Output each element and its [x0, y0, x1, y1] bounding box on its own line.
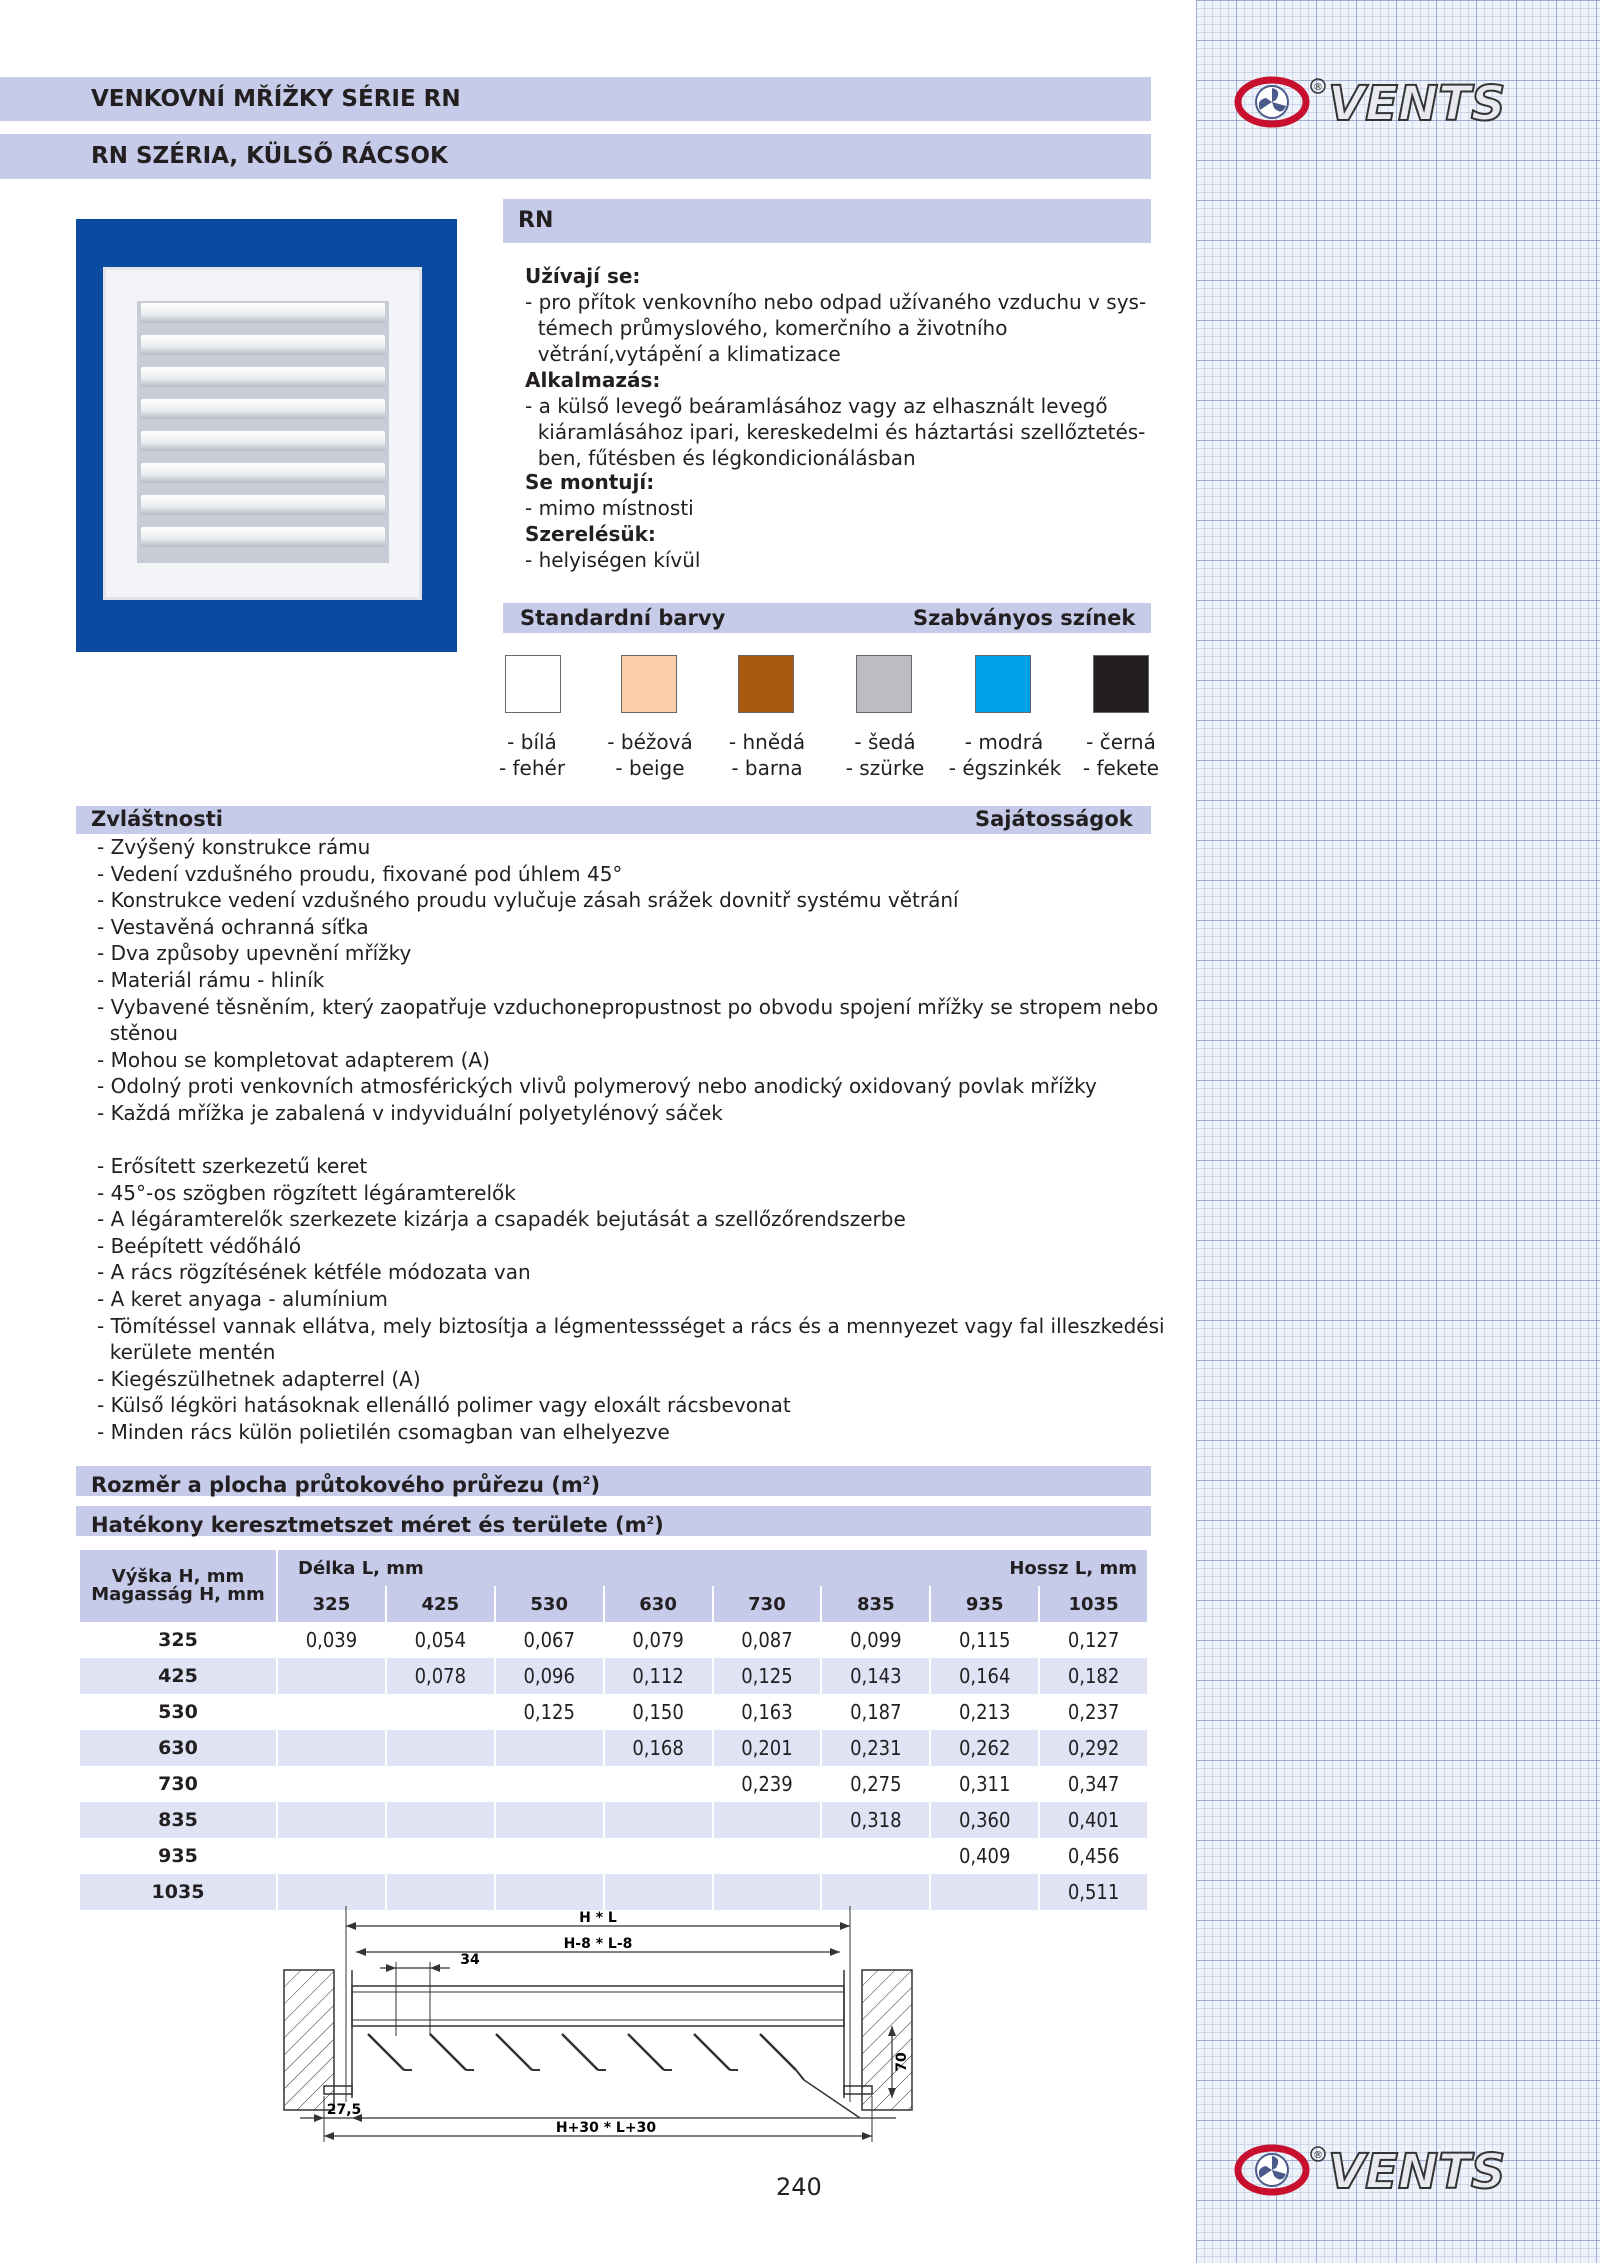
feature-cz: - Vedení vzdušného proudu, fixované pod úhlem 45° — [97, 862, 623, 886]
vents-logo-top — [1232, 72, 1562, 130]
table-cell: 0,311 — [958, 1772, 1011, 1796]
table-row — [80, 1766, 1147, 1802]
mount-text-cz: - mimo místnosti — [525, 496, 694, 520]
page-title-cz: VENKOVNÍ MŘÍŽKY SÉRIE RN — [91, 86, 461, 112]
table-header-row — [80, 1550, 1147, 1586]
table-cell — [387, 1730, 494, 1766]
table-cell — [822, 1838, 929, 1874]
row-height-label: 1035 — [80, 1874, 276, 1910]
feature-hu: - Tömítéssel vannak ellátva, mely biztosítja a légmentessséget a rács és a mennyezet vagy fal illeszkedési — [97, 1314, 1165, 1338]
color-black-cz: - černá — [1086, 730, 1156, 754]
uses-line-1: - pro přítok venkovního nebo odpad užívaného vzduchu v sys- — [525, 290, 1147, 314]
table-cell: 0,187 — [850, 1700, 902, 1724]
feature-cz: - Vestavěná ochranná síťka — [97, 915, 369, 939]
table-cell: 0,231 — [822, 1730, 929, 1766]
row-height-label: 325 — [158, 1629, 198, 1651]
table-cell — [496, 1766, 603, 1802]
features-title-cz: Zvláštnosti — [91, 807, 223, 831]
feature-hu: - A keret anyaga - alumínium — [97, 1287, 388, 1311]
feature-hu: - A légáramterelők szerkezete kizárja a csapadék bejutását a szellőzőrendszerbe — [97, 1207, 906, 1231]
uses-label-hu: Alkalmazás: — [525, 368, 661, 392]
table-cell — [387, 1874, 494, 1910]
table-cell: 0,078 — [387, 1658, 494, 1694]
table-cell — [931, 1874, 1038, 1910]
feature-cz: - Dva způsoby upevnění mřížky — [97, 941, 412, 965]
height-header-cell — [80, 1550, 276, 1622]
table-cell — [714, 1838, 821, 1874]
column-header: 1035 — [1040, 1586, 1147, 1622]
table-cell: 0,262 — [931, 1730, 1038, 1766]
table-row — [80, 1658, 1147, 1694]
table-row — [80, 1838, 1147, 1874]
table-cell: 0,150 — [632, 1700, 684, 1724]
feature-cz: - Vybavené těsněním, který zaopatřuje vzduchonepropustnost po obvodu spojení mřížky se stropem nebo — [97, 995, 1159, 1019]
table-cell: 0,168 — [605, 1730, 712, 1766]
table-cell — [278, 1802, 385, 1838]
column-header: 425 — [387, 1586, 494, 1622]
mount-text-hu: - helyiségen kívül — [525, 548, 701, 572]
feature-hu: - Külső légköri hatásoknak ellenálló polimer vagy eloxált rácsbevonat — [97, 1393, 791, 1417]
table-cell: 0,511 — [1040, 1874, 1147, 1910]
table-cell: 0,096 — [496, 1658, 603, 1694]
feature-hu: - Kiegészülhetnek adapterrel (A) — [97, 1367, 421, 1391]
table-cell — [387, 1694, 494, 1730]
table-title-hu: Hatékony keresztmetszet méret és területe $(m^2)$ — [91, 1513, 664, 1537]
table-cell — [278, 1838, 385, 1874]
uses-hu-line-1: - a külső levegő beáramlásához vagy az elhasznált levegő — [525, 394, 1108, 418]
column-header: 630 — [605, 1586, 712, 1622]
mount-label-hu: Szerelésük: — [525, 522, 656, 546]
table-row — [80, 1874, 1147, 1910]
feature-cz: - Mohou se kompletovat adapterem (A) — [97, 1048, 490, 1072]
table-cell: 0,360 — [931, 1802, 1038, 1838]
mount-label-cz: Se montují: — [525, 470, 655, 494]
table-cell: 0,456 — [1067, 1844, 1120, 1868]
feature-hu: - 45°-os szögben rögzített légáramterelők — [97, 1181, 516, 1205]
swatch-white — [505, 655, 561, 713]
table-cell: 0,054 — [414, 1628, 467, 1652]
row-height-label: 530 — [158, 1701, 198, 1723]
length-header-cell — [278, 1550, 1147, 1586]
table-cell: 0,125 — [523, 1700, 575, 1724]
table-cell: 0,213 — [958, 1700, 1011, 1724]
color-white-cz: - bílá — [507, 730, 557, 754]
dim-label-h30l30: H+30 * L+30 — [555, 2120, 657, 2136]
swatch-brown — [738, 655, 794, 713]
dim-label-hl: H * L — [579, 1910, 617, 1926]
column-header: 935 — [931, 1586, 1038, 1622]
table-cell — [278, 1874, 385, 1910]
feature-cz: - Zvýšený konstrukce rámu — [97, 835, 371, 859]
dim-label-275: 27,5 — [326, 2102, 362, 2118]
table-cell: 0,182 — [1040, 1658, 1147, 1694]
height-label-hu: Magasság H, mm — [91, 1584, 265, 1605]
uses-label-cz: Užívají se: — [525, 264, 641, 288]
table-cell — [822, 1874, 929, 1910]
row-height-label: 935 — [158, 1845, 198, 1867]
table-cell: 0,087 — [741, 1628, 793, 1652]
color-beige-cz: - béžová — [607, 730, 693, 754]
table-cell: 0,237 — [1067, 1700, 1120, 1724]
swatch-grey — [856, 655, 912, 713]
table-cell — [605, 1838, 712, 1874]
graph-paper-sidebar — [1196, 0, 1600, 2263]
table-cell: 0,112 — [605, 1658, 712, 1694]
column-header: 325 — [278, 1586, 385, 1622]
colors-title-hu: Szabványos színek — [913, 606, 1136, 630]
uses-line-3: větrání,vytápění a klimatizace — [525, 342, 841, 366]
table-cell: 0,163 — [741, 1700, 793, 1724]
column-header: 730 — [714, 1586, 821, 1622]
brand-wordmark: VENTS — [1328, 76, 1506, 130]
column-header: 835 — [822, 1586, 929, 1622]
table-cell — [714, 1802, 821, 1838]
uses-line-2: témech průmyslového, komerčního a životního — [525, 316, 1008, 340]
table-cell: 0,347 — [1067, 1772, 1120, 1796]
feature-cz: - Materiál rámu - hliník — [97, 968, 325, 992]
swatch-beige — [621, 655, 677, 713]
table-cell: 0,409 — [958, 1844, 1011, 1868]
feature-hu: - Erősített szerkezetű keret — [97, 1154, 368, 1178]
dimension-table — [78, 1550, 1149, 1910]
table-title-cz: Rozměr a plocha průtokového průřezu $(m^2)$ — [91, 1473, 601, 1497]
feature-cz: stěnou — [97, 1021, 178, 1045]
row-height-label: 730 — [158, 1773, 198, 1795]
color-white-hu: - fehér — [498, 756, 566, 780]
table-cell: 0,318 — [822, 1802, 929, 1838]
table-cell: 0,239 — [741, 1772, 793, 1796]
feature-cz: - Odolný proti venkovních atmosférických vlivů polymerový nebo anodický oxidovaný povlak mřížky — [97, 1074, 1097, 1098]
color-blue-hu: - égszinkék — [948, 756, 1062, 780]
table-cell: 0,127 — [1067, 1628, 1120, 1652]
table-cell — [278, 1766, 385, 1802]
height-label-cz: Výška H, mm — [111, 1566, 245, 1587]
uses-hu-line-3: ben, fűtésben és légkondicionálásban — [525, 446, 916, 470]
row-height-label: 425 — [80, 1658, 276, 1694]
color-black-hu: - fekete — [1082, 756, 1160, 780]
length-label-cz: Délka L, mm — [298, 1557, 424, 1579]
table-cell — [278, 1694, 385, 1730]
table-cell: 0,125 — [714, 1658, 821, 1694]
table-cell: 0,039 — [305, 1628, 358, 1652]
dimension-drawing — [280, 1906, 920, 2142]
color-grey-hu: - szürke — [845, 756, 925, 780]
color-brown-hu: - barna — [731, 756, 803, 780]
table-row — [80, 1622, 1147, 1658]
model-bar — [503, 199, 1151, 243]
table-cell — [387, 1838, 494, 1874]
color-grey-cz: - šedá — [854, 730, 916, 754]
length-label-hu: Hossz L, mm — [1009, 1557, 1137, 1579]
feature-hu: kerülete mentén — [97, 1340, 276, 1364]
table-cell — [496, 1802, 603, 1838]
table-cell: 0,164 — [931, 1658, 1038, 1694]
table-cell: 0,115 — [958, 1628, 1011, 1652]
color-brown-cz: - hnědá — [728, 730, 806, 754]
registered-mark: ® — [1313, 82, 1323, 93]
dim-label-34: 34 — [460, 1952, 480, 1968]
row-height-label: 835 — [80, 1802, 276, 1838]
feature-cz: - Každá mřížka je zabalená v indyviduální polyetylénový sáček — [97, 1101, 723, 1125]
feature-hu: - A rács rögzítésének kétféle módozata van — [97, 1260, 531, 1284]
model-title: RN — [518, 208, 554, 233]
colors-title-cz: Standardní barvy — [520, 606, 726, 630]
table-cell: 0,275 — [850, 1772, 902, 1796]
color-blue-cz: - modrá — [964, 730, 1044, 754]
table-cell — [387, 1766, 494, 1802]
table-cell: 0,099 — [850, 1628, 902, 1652]
feature-cz: - Konstrukce vedení vzdušného proudu vylučuje zásah srážek dovnitř systému větrání — [97, 888, 959, 912]
dim-label-70: 70 — [894, 2052, 910, 2072]
table-cell: 0,067 — [523, 1628, 575, 1652]
table-cell — [605, 1874, 712, 1910]
table-cell — [714, 1874, 821, 1910]
table-cell — [278, 1658, 385, 1694]
table-cell: 0,201 — [714, 1730, 821, 1766]
table-cell: 0,079 — [632, 1628, 684, 1652]
page-title-hu: RN SZÉRIA, KÜLSŐ RÁCSOK — [91, 143, 448, 169]
vents-logo-bottom — [1232, 2140, 1562, 2198]
features-title-hu: Sajátosságok — [975, 807, 1133, 831]
table-cell — [278, 1730, 385, 1766]
swatch-black — [1093, 655, 1149, 713]
table-cell — [605, 1802, 712, 1838]
swatch-blue — [975, 655, 1031, 713]
dim-label-h8l8: H-8 * L-8 — [563, 1936, 633, 1952]
table-cell — [496, 1730, 603, 1766]
column-header: 530 — [496, 1586, 603, 1622]
brand-wordmark: VENTS — [1328, 2144, 1506, 2198]
registered-mark: ® — [1313, 2150, 1323, 2161]
table-cell: 0,401 — [1040, 1802, 1147, 1838]
table-row — [80, 1730, 1147, 1766]
table-cell — [496, 1838, 603, 1874]
table-cell: 0,292 — [1040, 1730, 1147, 1766]
table-row — [80, 1802, 1147, 1838]
table-cell — [496, 1874, 603, 1910]
product-photo — [76, 219, 457, 652]
feature-hu: - Minden rács külön polietilén csomagban van elhelyezve — [97, 1420, 670, 1444]
feature-hu: - Beépített védőháló — [97, 1234, 302, 1258]
page-number: 240 — [776, 2173, 822, 2201]
table-cell: 0,143 — [822, 1658, 929, 1694]
table-cell — [387, 1802, 494, 1838]
table-row — [80, 1694, 1147, 1730]
table-cell — [605, 1766, 712, 1802]
uses-hu-line-2: kiáramlásához ipari, kereskedelmi és háztartási szellőztetés- — [525, 420, 1146, 444]
row-height-label: 630 — [80, 1730, 276, 1766]
color-beige-hu: - beige — [615, 756, 685, 780]
